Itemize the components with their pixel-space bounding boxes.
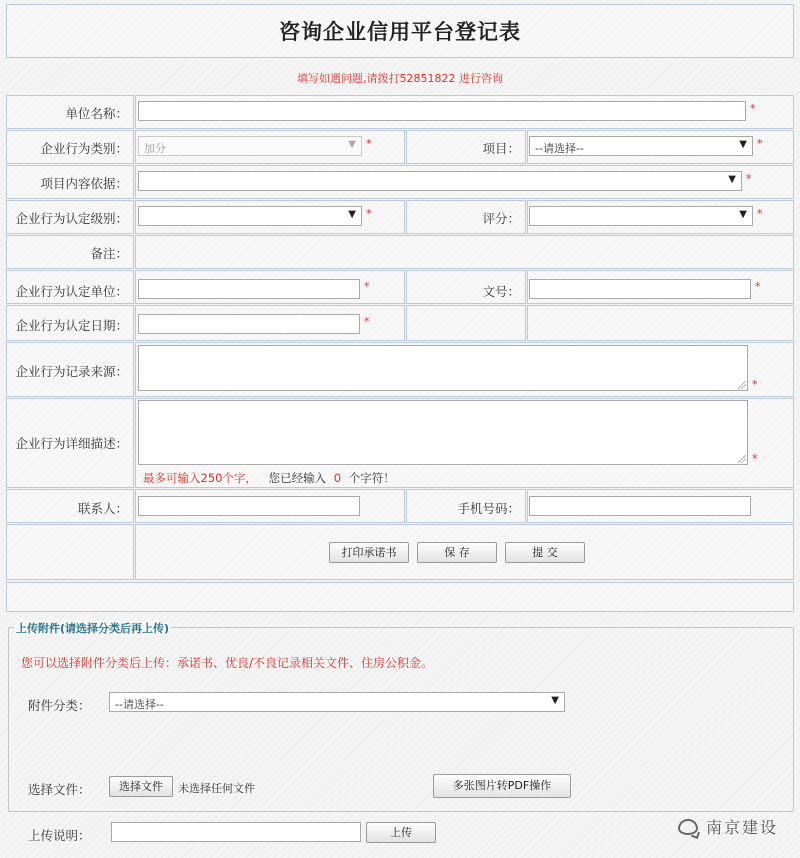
unit-confirm-input[interactable]	[138, 279, 360, 299]
behavior-category-select[interactable]	[138, 136, 362, 156]
attachment-category-value: --请选择--	[115, 698, 164, 711]
required-mark: *	[755, 280, 761, 293]
char-count: 0	[333, 471, 342, 485]
required-mark: *	[752, 452, 758, 465]
resize-handle-icon[interactable]	[738, 381, 746, 389]
required-mark: *	[752, 378, 758, 391]
page-title: 咨询企业信用平台登记表	[279, 20, 521, 44]
char-limit-mid: 您已经输入	[268, 471, 327, 485]
help-notice: 填写如遇问题,请拨打52851822 进行咨询	[297, 72, 503, 85]
wechat-icon	[678, 819, 698, 835]
attachment-category-select[interactable]	[109, 692, 565, 712]
resize-handle-icon[interactable]	[738, 455, 746, 463]
score-select[interactable]	[529, 206, 753, 226]
date-input[interactable]	[138, 314, 360, 334]
phone-label: 手机号码：	[457, 501, 520, 516]
required-mark: *	[750, 102, 756, 115]
required-mark: *	[746, 172, 752, 185]
choose-file-label: 选择文件：	[28, 782, 91, 797]
required-mark: *	[757, 137, 763, 150]
score-label: 评分：	[482, 211, 520, 226]
date-label: 企业行为认定日期：	[15, 318, 128, 333]
choose-file-button[interactable]: 选择文件	[109, 776, 173, 797]
unit-confirm-label: 企业行为认定单位：	[15, 284, 128, 299]
detail-label: 企业行为详细描述：	[15, 436, 128, 451]
upload-notice: 您可以选择附件分类后上传：承诺书、优良/不良记录相关文件、住房公积金。	[21, 656, 434, 670]
required-mark: *	[366, 137, 372, 150]
grid-cell	[406, 305, 526, 341]
project-label: 项目：	[482, 141, 520, 156]
grid-cell	[527, 305, 794, 341]
remark-label: 备注：	[90, 246, 128, 261]
spacer-row	[6, 582, 794, 612]
project-select[interactable]	[529, 136, 753, 156]
source-textarea[interactable]	[138, 345, 748, 391]
level-select[interactable]	[138, 206, 362, 226]
chevron-down-icon: ▼	[551, 695, 559, 706]
watermark	[678, 815, 778, 838]
upload-desc-input[interactable]	[111, 822, 361, 842]
project-basis-select[interactable]	[138, 171, 742, 191]
no-file-text: 未选择任何文件	[178, 782, 255, 795]
required-mark: *	[757, 207, 763, 220]
upload-button[interactable]: 上传	[366, 822, 436, 843]
contact-label: 联系人：	[77, 501, 128, 516]
required-mark: *	[364, 315, 370, 328]
chevron-down-icon: ▼	[739, 139, 747, 150]
phone-input[interactable]	[529, 496, 751, 516]
level-label: 企业行为认定级别：	[15, 211, 128, 226]
source-label: 企业行为记录来源：	[15, 364, 128, 379]
chevron-down-icon: ▼	[348, 139, 356, 150]
upload-legend: 上传附件(请选择分类后再上传)	[16, 622, 170, 635]
required-mark: *	[366, 207, 372, 220]
behavior-category-label: 企业行为类别：	[40, 141, 128, 156]
print-button[interactable]: 打印承诺书	[329, 542, 409, 563]
chevron-down-icon: ▼	[348, 209, 356, 220]
grid-cell	[135, 235, 794, 269]
doc-no-label: 文号：	[482, 284, 520, 299]
grid-cell	[6, 524, 134, 580]
upload-desc-label: 上传说明：	[28, 828, 91, 843]
project-basis-label: 项目内容依据：	[40, 176, 128, 191]
detail-textarea[interactable]	[138, 400, 748, 465]
attachment-category-label: 附件分类：	[28, 698, 91, 713]
images-to-pdf-button[interactable]: 多张图片转PDF操作	[433, 774, 571, 798]
contact-input[interactable]	[138, 496, 360, 516]
chevron-down-icon: ▼	[739, 209, 747, 220]
watermark-text: 南京建设	[705, 818, 778, 837]
char-limit-suffix: 个字符！	[348, 471, 395, 485]
char-limit-notice	[143, 470, 395, 486]
char-limit-prefix: 最多可输入250个字，	[143, 471, 257, 485]
required-mark: *	[364, 280, 370, 293]
save-button[interactable]: 保 存	[417, 542, 497, 563]
unit-name-label: 单位名称：	[65, 106, 128, 121]
unit-name-input[interactable]	[138, 101, 746, 121]
chevron-down-icon: ▼	[728, 174, 736, 185]
doc-no-input[interactable]	[529, 279, 751, 299]
project-value: --请选择--	[535, 142, 584, 155]
behavior-category-value: 加分	[144, 142, 166, 155]
submit-button[interactable]: 提 交	[505, 542, 585, 563]
